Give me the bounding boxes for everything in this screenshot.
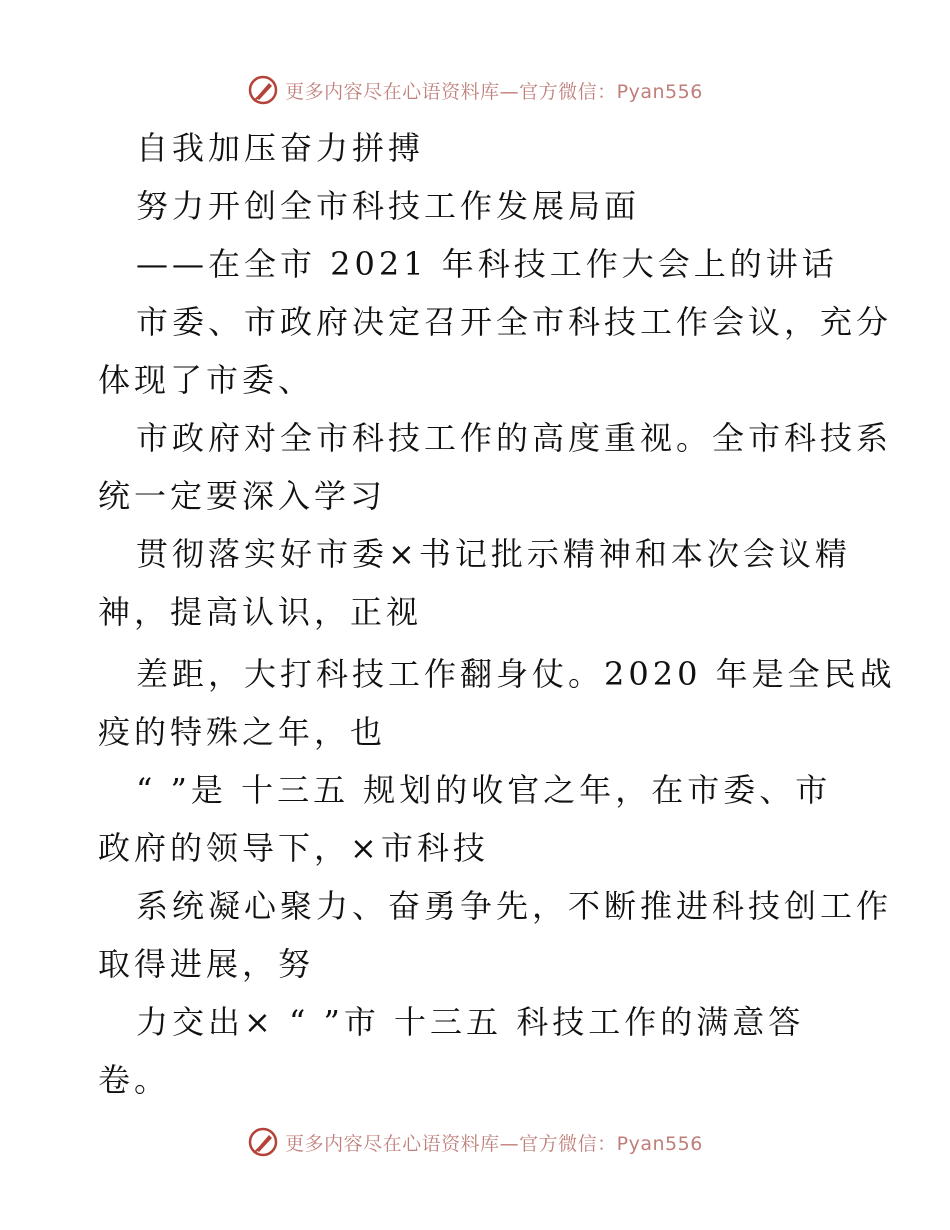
- doc-text-line: 差距，大打科技工作翻身仗。2020 年是全民战: [136, 655, 896, 693]
- doc-text-line: 力交出× “ ”市 十三五 科技工作的满意答: [136, 1003, 805, 1041]
- footer-banner-text: 更多内容尽在心语资料库—官方微信：Pyan556: [285, 1132, 703, 1155]
- doc-text-line: 贯彻落实好市委×书记批示精神和本次会议精: [136, 535, 851, 573]
- doc-text-line: 体现了市委、: [98, 361, 315, 399]
- quill-seal-logo-icon: [247, 1126, 279, 1158]
- doc-text-line: 系统凝心聚力、奋勇争先，不断推进科技创工作: [136, 887, 893, 925]
- doc-text-line: “ ”是 十三五 规划的收官之年，在市委、市: [136, 771, 832, 809]
- doc-text-line: 市政府对全市科技工作的高度重视。全市科技系: [136, 419, 893, 457]
- doc-text-line: 市委、市政府决定召开全市科技工作会议，充分: [136, 303, 893, 341]
- doc-text-line: 取得进展，努: [98, 945, 315, 983]
- doc-title-line-2: 努力开创全市科技工作发展局面: [136, 187, 641, 225]
- doc-text-line: 政府的领导下，×市科技: [98, 829, 489, 867]
- doc-text-line: 统一定要深入学习: [98, 477, 387, 515]
- doc-text-line: 卷。: [98, 1061, 171, 1099]
- footer-banner: [0, 1120, 950, 1164]
- doc-text-line: 疫的特殊之年，也: [98, 713, 387, 751]
- doc-text-line: 神，提高认识，正视: [98, 593, 423, 631]
- doc-title-line-1: 自我加压奋力拼搏: [136, 129, 425, 167]
- doc-subtitle-line: ——在全市 2021 年科技工作大会上的讲话: [136, 245, 838, 283]
- header-banner-text: 更多内容尽在心语资料库—官方微信：Pyan556: [285, 80, 703, 103]
